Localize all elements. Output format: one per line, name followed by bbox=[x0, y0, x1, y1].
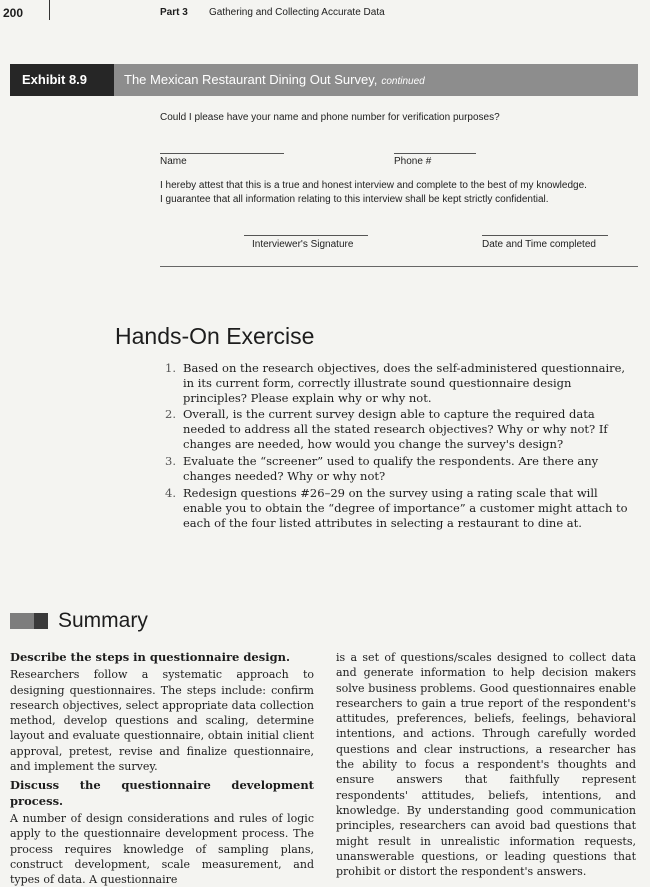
exhibit-title bbox=[114, 64, 638, 96]
part-title: Gathering and Collecting Accurate Data bbox=[209, 7, 385, 18]
date-line bbox=[482, 235, 608, 236]
summary-right-column bbox=[336, 650, 636, 879]
exercise-item-number: 2. bbox=[165, 407, 176, 421]
page-number: 200 bbox=[3, 6, 24, 20]
summary-para-steps: Researchers follow a systematic approach to designing questionnaires. The steps include: confirm research objectives, select appropriate data collection method, develop questions and scaling, determine layout and evaluate questionnaire, obtain initial client approval, pretest, revise and finalize questionnaire, and implement the survey. bbox=[10, 668, 314, 774]
summary-marker-icon bbox=[10, 613, 48, 629]
exercise-item-text: Based on the research objectives, does the self-administered questionnaire, in its current form, correctly illustrate sound questionnaire design principles? Please explain why or why not. bbox=[183, 361, 626, 406]
exercise-item bbox=[160, 454, 638, 484]
phone-line bbox=[394, 153, 476, 154]
exercise-item-number: 4. bbox=[165, 486, 176, 500]
verification-question: Could I please have your name and phone number for verification purposes? bbox=[160, 112, 500, 123]
exhibit-label: Exhibit 8.9 bbox=[10, 64, 114, 96]
exercise-item-number: 1. bbox=[165, 361, 176, 375]
exercise-item-text: Evaluate the “screener” used to qualify the respondents. Are there any changes needed? Why or why not? bbox=[183, 454, 599, 484]
exercise-item bbox=[160, 361, 638, 407]
exhibit-banner bbox=[0, 64, 650, 96]
exercise-item-text: Overall, is the current survey design able to capture the required data needed to address all the stated research objectives? Why or why not? If changes are needed, how would you change the survey's design? bbox=[183, 407, 608, 452]
summary-para-process: A number of design considerations and rules of logic apply to the questionnaire development process. The process requires knowledge of sampling plans, construct development, scale measurement, and types of data. A questionnaire bbox=[10, 811, 314, 887]
summary-subhead-steps: Describe the steps in questionnaire design. bbox=[10, 650, 290, 664]
signature-label: Interviewer's Signature bbox=[252, 239, 354, 250]
name-label: Name bbox=[160, 156, 187, 167]
summary-heading: Summary bbox=[58, 609, 148, 632]
exercise-item-text: Redesign questions #26–29 on the survey using a rating scale that will enable you to obtain the “degree of importance” a customer might attach to each of the four listed attributes in selecting a restaurant to dine at. bbox=[183, 486, 628, 531]
exercise-heading: Hands-On Exercise bbox=[115, 323, 315, 349]
form-bottom-rule bbox=[160, 266, 638, 267]
name-line bbox=[160, 153, 284, 154]
summary-para-continued: is a set of questions/scales designed to collect data and generate information to help decision makers solve business problems. Good questionnaires enable researchers to gain a true report of the respondent's attitudes, preferences, beliefs, feelings, behavioral intentions, and actions. Through carefully worded questions and clear instructions, a researcher has the ability to focus a respondent's thoughts and ensure answers that faithfully represent respondents' attitudes, beliefs, intentions, and knowledge. By understanding good communication principles, researchers can avoid bad questions that might result in unrealistic information requests, unanswerable questions, or leading questions that prohibit or distort the respondent's answers. bbox=[336, 651, 636, 879]
exercise-item bbox=[160, 486, 638, 532]
phone-label: Phone # bbox=[394, 156, 432, 167]
exhibit-continued: continued bbox=[381, 76, 425, 87]
signature-line bbox=[244, 235, 368, 236]
summary-subhead-process: Discuss the questionnaire development process. bbox=[10, 778, 314, 808]
attestation-line-2: I guarantee that all information relating to this interview shall be kept strictly confidential. bbox=[160, 194, 549, 205]
part-label: Part 3 bbox=[160, 7, 188, 18]
date-label: Date and Time completed bbox=[482, 239, 596, 250]
exercise-item-number: 3. bbox=[165, 454, 176, 468]
header-divider bbox=[49, 0, 50, 20]
attestation-line-1: I hereby attest that this is a true and honest interview and complete to the best of my knowledge. bbox=[160, 180, 587, 191]
exhibit-title-text: The Mexican Restaurant Dining Out Survey, bbox=[124, 72, 378, 87]
summary-left-column bbox=[10, 650, 314, 887]
exercise-item bbox=[160, 407, 638, 453]
